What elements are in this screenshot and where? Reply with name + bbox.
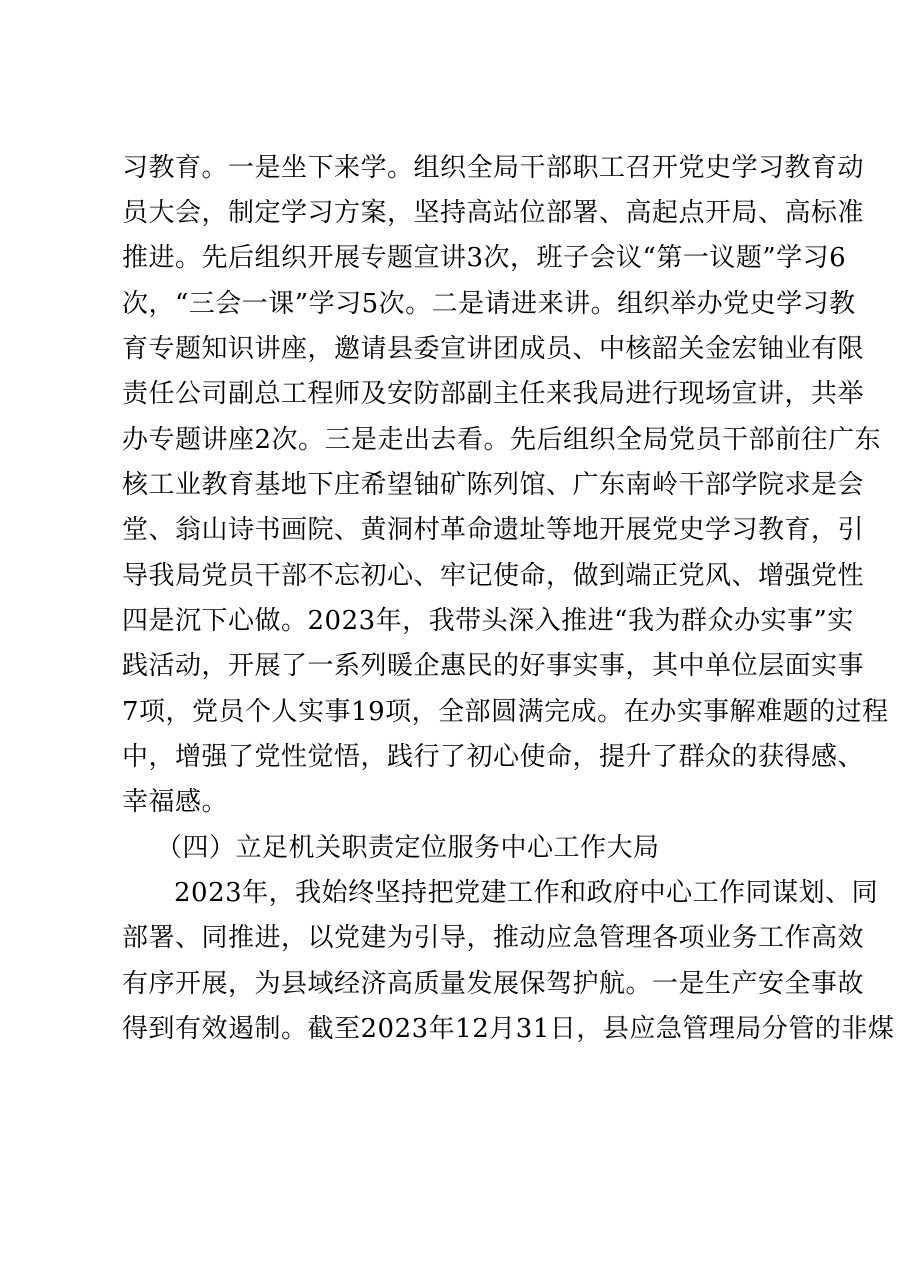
paragraph-line: 核工业教育基地下庄希望铀矿陈列馆、广东南岭干部学院求是会 [122, 470, 865, 500]
paragraph-line: 习教育。一是坐下来学。组织全局干部职工召开党史学习教育动 [122, 153, 865, 183]
paragraph-line: 推进。先后组织开展专题宣讲3次，班子会议“第一议题”学习6 [122, 243, 847, 273]
paragraph-line: 得到有效遏制。截至2023年12月31日，县应急管理局分管的非煤 [122, 1014, 895, 1044]
paragraph-line: 次，“三会一课”学习5次。二是请进来讲。组织举办党史学习教 [122, 289, 856, 319]
paragraph-line: 堂、翁山诗书画院、黄洞村革命遗址等地开展党史学习教育，引 [122, 515, 865, 545]
paragraph-line: 四是沉下心做。2023年，我带头深入推进“我为群众办实事”实 [122, 606, 854, 636]
paragraph-line: 2023年，我始终坚持把党建工作和政府中心工作同谋划、同 [174, 878, 879, 908]
paragraph-line: 中，增强了党性觉悟，践行了初心使命，提升了群众的获得感、 [122, 742, 865, 772]
paragraph-line: 办专题讲座2次。三是走出去看。先后组织全局党员干部前往广东 [122, 425, 882, 455]
paragraph-line: 导我局党员干部不忘初心、牢记使命，做到端正党风、增强党性 [122, 561, 865, 591]
paragraph-line: 7项，党员个人实事19项，全部圆满完成。在办实事解难题的过程 [122, 697, 889, 727]
paragraph-line: 幸福感。 [122, 787, 229, 817]
section-heading: （四）立足机关职责定位服务中心工作大局 [156, 833, 660, 863]
paragraph-line: 育专题知识讲座，邀请县委宣讲团成员、中核韶关金宏铀业有限 [122, 334, 865, 364]
paragraph-line: 部署、同推进，以党建为引导，推动应急管理各项业务工作高效 [122, 923, 865, 953]
paragraph-line: 有序开展，为县域经济高质量发展保驾护航。一是生产安全事故 [122, 969, 865, 999]
paragraph-line: 员大会，制定学习方案，坚持高站位部署、高起点开局、高标准 [122, 198, 865, 228]
paragraph-line: 践活动，开展了一系列暖企惠民的好事实事，其中单位层面实事 [122, 651, 865, 681]
paragraph-line: 责任公司副总工程师及安防部副主任来我局进行现场宣讲，共举 [122, 379, 865, 409]
